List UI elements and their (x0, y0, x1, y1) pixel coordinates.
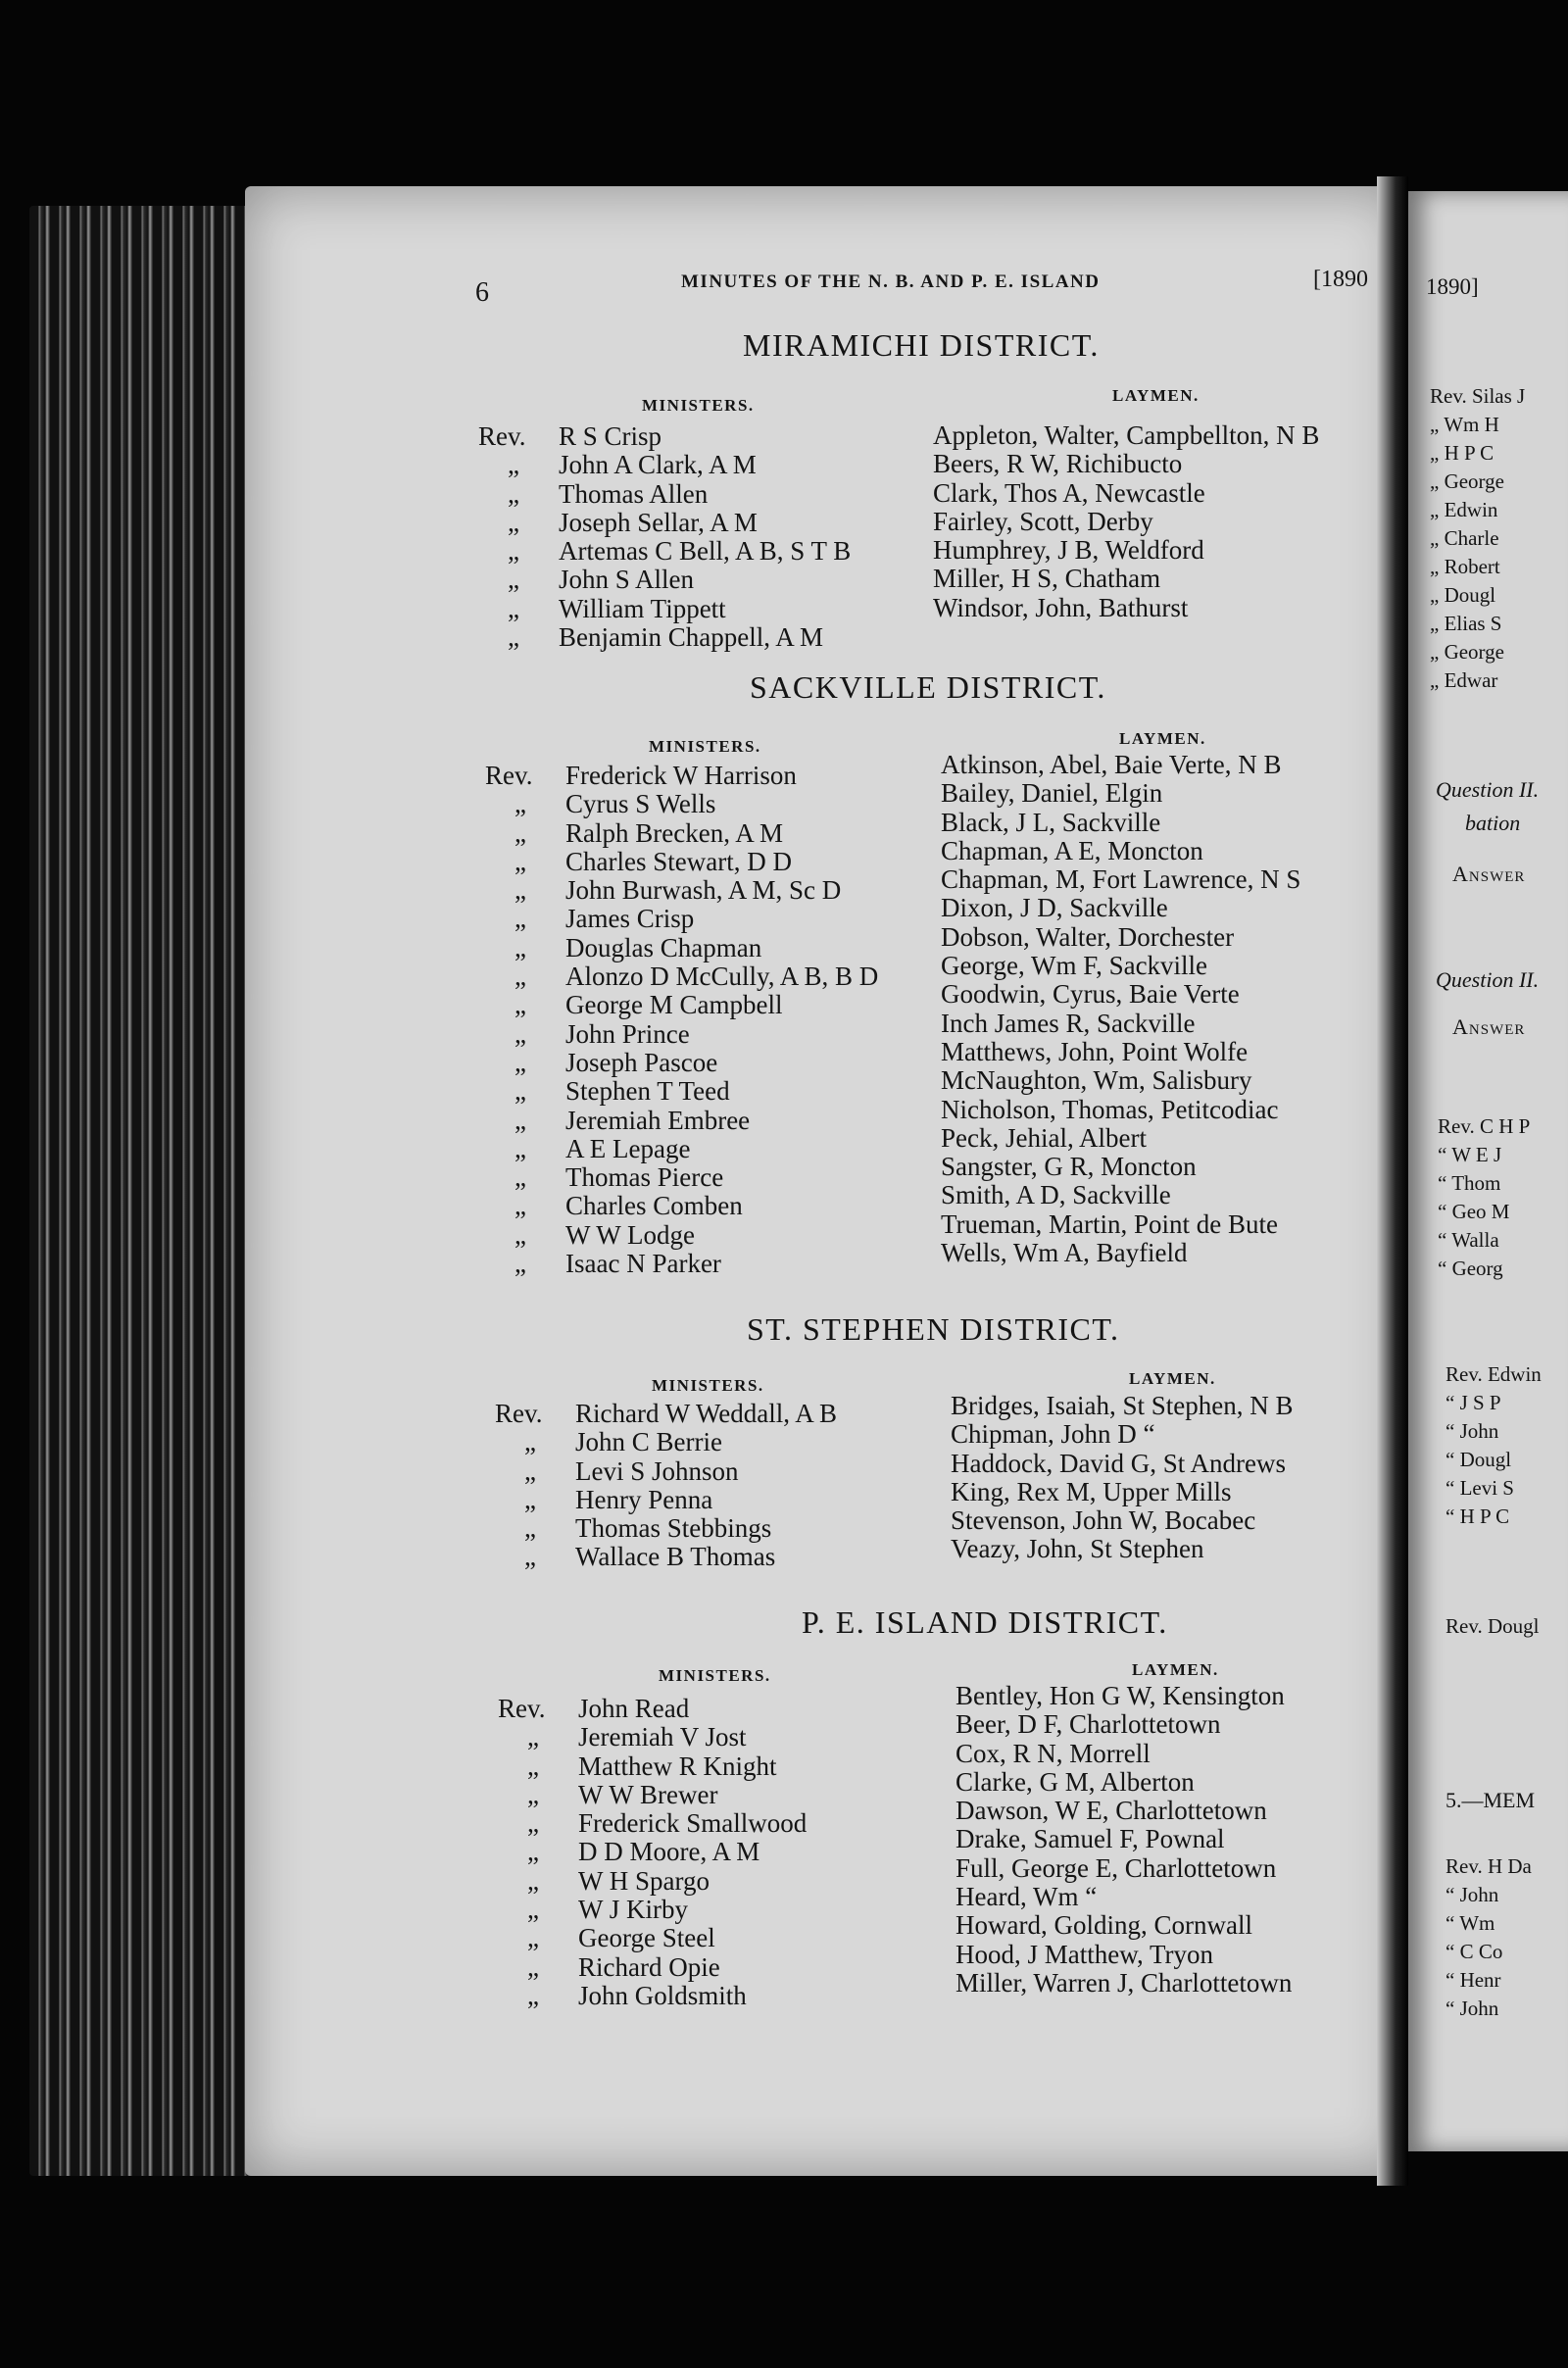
minister-name: Thomas Stebbings (575, 1513, 772, 1544)
ditto-mark: „ (508, 565, 519, 595)
layman-name: George, Wm F, Sackville (941, 951, 1208, 981)
ditto-mark: „ (514, 1133, 526, 1163)
minister-entry (485, 991, 878, 1019)
layman-entry (956, 1941, 1292, 1969)
layman-name: Howard, Golding, Cornwall (956, 1910, 1252, 1941)
facing-page-line: “ Levi S (1446, 1476, 1514, 1500)
ditto-mark: „ (514, 789, 526, 819)
ditto-mark: „ (514, 817, 526, 848)
minister-entry (498, 1982, 807, 2010)
layman-entry (951, 1478, 1293, 1506)
minister-name: Joseph Pascoe (565, 1047, 718, 1077)
facing-page-line: „ Wm H (1430, 413, 1499, 436)
layman-name: Nicholson, Thomas, Petitcodiac (941, 1094, 1279, 1124)
ditto-mark: „ (514, 1018, 526, 1049)
layman-name: Goodwin, Cyrus, Baie Verte (941, 979, 1240, 1010)
minister-name: R S Crisp (559, 421, 662, 451)
minister-name: John A Clark, A M (559, 450, 757, 480)
layman-entry (941, 837, 1300, 865)
laymen-heading: LAYMEN. (1119, 729, 1206, 748)
facing-page-line: Rev. H Da (1446, 1854, 1532, 1878)
layman-name: Inch James R, Sackville (941, 1008, 1196, 1038)
ditto-mark: „ (527, 1951, 539, 1982)
minister-name: Charles Stewart, D D (565, 846, 792, 876)
ditto-mark: „ (514, 1047, 526, 1077)
layman-entry (933, 594, 1319, 622)
minister-name: Stephen T Teed (565, 1076, 730, 1107)
layman-entry (941, 1239, 1300, 1267)
minister-name: Thomas Pierce (565, 1162, 724, 1193)
ditto-mark: „ (527, 1808, 539, 1839)
layman-name: Humphrey, J B, Weldford (933, 535, 1204, 566)
layman-entry (941, 751, 1300, 779)
layman-entry (956, 1825, 1292, 1853)
minister-name: Cyrus S Wells (565, 789, 716, 819)
ditto-mark: „ (527, 1837, 539, 1867)
ditto-mark: „ (514, 1162, 526, 1193)
minister-entry (478, 451, 851, 479)
facing-page-line: “ J S P (1446, 1391, 1501, 1414)
layman-name: Dobson, Walter, Dorchester (941, 921, 1235, 952)
minister-name: John S Allen (559, 565, 695, 595)
facing-page-question-cont: bation (1465, 811, 1521, 835)
minister-name: Richard W Weddall, A B (575, 1399, 838, 1428)
minister-entry (485, 762, 878, 790)
layman-name: Miller, Warren J, Charlottetown (956, 1967, 1293, 1998)
laymen-list-pe-island (956, 1682, 1292, 1998)
ditto-mark: „ (527, 1865, 539, 1896)
minister-name: Frederick Smallwood (578, 1808, 808, 1839)
layman-name: Trueman, Martin, Point de Bute (941, 1209, 1278, 1239)
layman-name: Clarke, G M, Alberton (956, 1766, 1195, 1797)
facing-page-line: „ Charle (1430, 526, 1499, 550)
minister-name: John Read (578, 1694, 690, 1723)
layman-name: Miller, H S, Chatham (933, 564, 1161, 594)
minister-entry (478, 422, 851, 451)
minister-name: Joseph Sellar, A M (559, 507, 758, 537)
minister-entry (498, 1924, 807, 1952)
minister-name: John Goldsmith (578, 1980, 747, 2010)
layman-entry (941, 1181, 1300, 1209)
ditto-mark: „ (514, 1249, 526, 1279)
minister-entry (485, 1049, 878, 1077)
facing-page-line: „ George (1430, 640, 1504, 664)
layman-name: Smith, A D, Sackville (941, 1180, 1171, 1210)
facing-page-line: “ Geo M (1438, 1200, 1510, 1223)
ditto-mark: „ (524, 1427, 536, 1457)
minister-name: George M Campbell (565, 990, 783, 1020)
minister-entry (478, 566, 851, 594)
district-title-pe-island: P. E. ISLAND DISTRICT. (802, 1604, 1168, 1640)
minister-name: Richard Opie (578, 1951, 720, 1982)
facing-page-line: “ H P C (1446, 1505, 1510, 1528)
layman-entry (933, 479, 1319, 508)
layman-entry (956, 1710, 1292, 1739)
layman-entry (956, 1911, 1292, 1940)
minister-name: Ralph Brecken, A M (565, 817, 783, 848)
layman-name: Heard, Wm “ (956, 1882, 1098, 1912)
ministers-heading: MINISTERS. (649, 737, 761, 756)
facing-page-line: „ H P C (1430, 441, 1494, 465)
facing-page-line: “ John (1446, 1419, 1499, 1443)
facing-page-section-heading: 5.—MEM (1446, 1788, 1536, 1812)
facing-page-line: „ Edwar (1430, 668, 1498, 692)
laymen-list-st-stephen (951, 1392, 1293, 1564)
layman-entry (941, 952, 1300, 980)
layman-entry (941, 1124, 1300, 1153)
layman-name: Dixon, J D, Sackville (941, 893, 1168, 923)
ditto-mark: „ (527, 1895, 539, 1925)
ditto-mark: „ (524, 1513, 536, 1544)
layman-name: Hood, J Matthew, Tryon (956, 1939, 1214, 1969)
facing-page-line: „ Elias S (1430, 612, 1502, 635)
minister-entry (495, 1486, 837, 1514)
layman-name: Dawson, W E, Charlottetown (956, 1796, 1267, 1826)
minister-entry (495, 1428, 837, 1456)
layman-entry (951, 1506, 1293, 1535)
layman-name: Beer, D F, Charlottetown (956, 1709, 1221, 1740)
laymen-heading: LAYMEN. (1112, 386, 1200, 405)
layman-entry (956, 1854, 1292, 1883)
page-number: 6 (475, 277, 489, 308)
ministers-list-pe-island (498, 1695, 807, 2010)
facing-page-line: „ Robert (1430, 555, 1500, 578)
layman-entry (933, 450, 1319, 478)
layman-entry (956, 1969, 1292, 1998)
ministers-heading: MINISTERS. (659, 1666, 771, 1685)
facing-page-line: „ Edwin (1430, 498, 1498, 521)
layman-name: Clark, Thos A, Newcastle (933, 477, 1205, 508)
minister-entry (485, 819, 878, 848)
facing-page-line: Rev. Dougl (1446, 1614, 1540, 1638)
layman-name: Bentley, Hon G W, Kensington (956, 1681, 1285, 1710)
minister-name: Jeremiah Embree (565, 1105, 751, 1135)
facing-page-line: “ Henr (1446, 1968, 1501, 1992)
ministers-heading: MINISTERS. (642, 396, 755, 415)
layman-entry (956, 1682, 1292, 1710)
layman-entry (951, 1450, 1293, 1478)
minister-entry (495, 1457, 837, 1486)
minister-entry (478, 595, 851, 623)
ditto-mark: „ (514, 1105, 526, 1135)
ditto-mark: „ (527, 1980, 539, 2010)
minister-name: Douglas Chapman (565, 932, 762, 962)
minister-name: Charles Comben (565, 1191, 743, 1221)
year-mark: [1890 (1313, 267, 1368, 292)
facing-page-line: Rev. C H P (1438, 1114, 1531, 1138)
layman-name: Stevenson, John W, Bocabec (951, 1505, 1256, 1536)
minister-entry (498, 1867, 807, 1896)
rev-mark: Rev. (498, 1694, 546, 1723)
layman-name: Sangster, G R, Moncton (941, 1152, 1197, 1182)
layman-entry (941, 1066, 1300, 1095)
rev-mark: Rev. (485, 761, 533, 790)
layman-entry (941, 1096, 1300, 1124)
ditto-mark: „ (524, 1455, 536, 1486)
minister-name: Benjamin Chappell, A M (559, 622, 823, 653)
facing-page-list (1446, 1852, 1532, 2023)
layman-name: Wells, Wm A, Bayfield (941, 1238, 1188, 1268)
ditto-mark: „ (508, 507, 519, 537)
layman-name: Atkinson, Abel, Baie Verte, N B (941, 750, 1282, 779)
minister-name: Isaac N Parker (565, 1249, 721, 1279)
minister-name: Henry Penna (575, 1484, 713, 1514)
layman-name: Chapman, M, Fort Lawrence, N S (941, 864, 1301, 895)
minister-entry (485, 1250, 878, 1278)
minister-name: Matthew R Knight (578, 1751, 777, 1781)
minister-entry (478, 537, 851, 566)
ditto-mark: „ (514, 904, 526, 934)
minister-entry (495, 1543, 837, 1571)
layman-name: Windsor, John, Bathurst (933, 592, 1189, 622)
minister-name: W W Lodge (565, 1219, 695, 1250)
layman-name: Beers, R W, Richibucto (933, 449, 1183, 479)
ministers-list-st-stephen (495, 1400, 837, 1572)
ditto-mark: „ (514, 962, 526, 992)
minister-name: James Crisp (565, 904, 695, 934)
layman-entry (956, 1740, 1292, 1768)
layman-entry (933, 536, 1319, 565)
facing-page-line: “ C Co (1446, 1940, 1503, 1963)
ditto-mark: „ (514, 846, 526, 876)
layman-entry (941, 809, 1300, 837)
minister-entry (478, 623, 851, 652)
minister-name: Artemas C Bell, A B, S T B (559, 536, 852, 567)
minister-entry (485, 1135, 878, 1163)
minister-entry (478, 480, 851, 509)
ditto-mark: „ (514, 932, 526, 962)
minister-name: Levi S Johnson (575, 1455, 739, 1486)
minister-name: D D Moore, A M (578, 1837, 760, 1867)
minister-entry (485, 1221, 878, 1250)
rev-mark: Rev. (495, 1399, 543, 1428)
minister-name: W J Kirby (578, 1895, 688, 1925)
layman-entry (941, 1038, 1300, 1066)
ditto-mark: „ (524, 1542, 536, 1572)
minister-entry (498, 1896, 807, 1924)
ditto-mark: „ (508, 536, 519, 567)
layman-entry (956, 1797, 1292, 1825)
layman-entry (941, 894, 1300, 922)
facing-page-line: „ George (1430, 469, 1504, 493)
minister-entry (485, 1163, 878, 1192)
minister-entry (485, 1192, 878, 1220)
layman-name: Fairley, Scott, Derby (933, 506, 1153, 536)
ministers-list-sackville (485, 762, 878, 1278)
minister-entry (485, 1020, 878, 1049)
facing-page-line: “ Walla (1438, 1228, 1499, 1252)
minister-name: W H Spargo (578, 1865, 710, 1896)
layman-entry (951, 1392, 1293, 1420)
minister-name: John C Berrie (575, 1427, 722, 1457)
facing-page-list (1438, 1112, 1530, 1283)
facing-page-line: “ Georg (1438, 1257, 1503, 1280)
layman-name: Black, J L, Sackville (941, 807, 1161, 837)
ditto-mark: „ (508, 622, 519, 653)
laymen-heading: LAYMEN. (1129, 1369, 1216, 1388)
layman-entry (941, 1210, 1300, 1239)
minister-entry (485, 1107, 878, 1135)
facing-page-answer: Answer (1452, 862, 1526, 886)
laymen-heading: LAYMEN. (1132, 1660, 1219, 1679)
layman-name: Drake, Samuel F, Pownal (956, 1824, 1225, 1854)
layman-entry (941, 1153, 1300, 1181)
ditto-mark: „ (514, 875, 526, 906)
district-title-sackville: SACKVILLE DISTRICT. (750, 669, 1106, 705)
facing-page-line: Rev. Silas J (1430, 384, 1526, 408)
ministers-heading: MINISTERS. (652, 1376, 764, 1395)
facing-page-answer: Answer (1452, 1014, 1526, 1039)
minister-entry (495, 1514, 837, 1543)
layman-entry (951, 1535, 1293, 1563)
ditto-mark: „ (514, 1219, 526, 1250)
minister-name: John Prince (565, 1018, 690, 1049)
layman-entry (941, 1010, 1300, 1038)
minister-entry (498, 1695, 807, 1723)
minister-name: Alonzo D McCully, A B, B D (565, 962, 879, 992)
ditto-mark: „ (508, 593, 519, 623)
layman-entry (956, 1768, 1292, 1797)
layman-name: Veazy, John, St Stephen (951, 1534, 1204, 1564)
minister-name: W W Brewer (578, 1779, 718, 1809)
book-gutter (1377, 176, 1408, 2186)
minister-entry (498, 1809, 807, 1838)
facing-page-line: „ Dougl (1430, 583, 1496, 607)
facing-page-list-top (1430, 382, 1525, 695)
district-title-st-stephen: ST. STEPHEN DISTRICT. (747, 1311, 1120, 1347)
rev-mark: Rev. (478, 421, 526, 451)
minister-name: George Steel (578, 1923, 715, 1953)
layman-name: Haddock, David G, St Andrews (951, 1448, 1286, 1478)
facing-page-line: “ John (1446, 1883, 1499, 1906)
minister-name: Jeremiah V Jost (578, 1722, 747, 1752)
laymen-list-sackville (941, 751, 1300, 1267)
layman-entry (941, 779, 1300, 808)
layman-name: King, Rex M, Upper Mills (951, 1476, 1232, 1506)
layman-entry (933, 421, 1319, 450)
layman-entry (951, 1420, 1293, 1449)
layman-name: Chipman, John D “ (951, 1419, 1155, 1450)
minister-entry (498, 1953, 807, 1982)
minister-entry (478, 509, 851, 537)
layman-entry (941, 865, 1300, 894)
minister-name: William Tippett (559, 593, 726, 623)
ministers-list-miramichi (478, 422, 851, 652)
minister-name: John Burwash, A M, Sc D (565, 875, 842, 906)
minister-entry (485, 790, 878, 818)
layman-entry (933, 508, 1319, 536)
ditto-mark: „ (514, 1076, 526, 1107)
layman-entry (956, 1883, 1292, 1911)
district-title-miramichi: MIRAMICHI DISTRICT. (743, 327, 1100, 363)
layman-entry (933, 565, 1319, 593)
layman-entry (941, 980, 1300, 1009)
ditto-mark: „ (527, 1751, 539, 1781)
facing-page-list (1446, 1360, 1542, 1531)
ditto-mark: „ (527, 1722, 539, 1752)
minister-entry (495, 1400, 837, 1428)
minister-entry (498, 1723, 807, 1751)
layman-name: Cox, R N, Morrell (956, 1738, 1151, 1768)
minister-entry (485, 934, 878, 962)
layman-name: Bailey, Daniel, Elgin (941, 778, 1163, 809)
minister-entry (485, 905, 878, 933)
ditto-mark: „ (514, 990, 526, 1020)
minister-name: Frederick W Harrison (565, 761, 797, 790)
facing-page-line: “ Thom (1438, 1171, 1501, 1195)
minister-entry (485, 1077, 878, 1106)
layman-name: Full, George E, Charlottetown (956, 1852, 1277, 1883)
layman-name: Chapman, A E, Moncton (941, 835, 1203, 865)
minister-entry (498, 1752, 807, 1781)
facing-page-question: Question II. (1436, 777, 1540, 802)
book-page-edges (29, 206, 255, 2176)
layman-name: Appleton, Walter, Campbellton, N B (933, 420, 1320, 450)
minister-name: Thomas Allen (559, 478, 709, 509)
ditto-mark: „ (527, 1923, 539, 1953)
minister-entry (485, 962, 878, 991)
layman-name: Peck, Jehial, Albert (941, 1122, 1147, 1153)
minister-name: Wallace B Thomas (575, 1542, 776, 1572)
ditto-mark: „ (508, 450, 519, 480)
ditto-mark: „ (524, 1484, 536, 1514)
facing-page (1408, 191, 1568, 2151)
facing-page-line: “ Wm (1446, 1911, 1495, 1935)
layman-name: Matthews, John, Point Wolfe (941, 1036, 1249, 1066)
minister-entry (498, 1838, 807, 1866)
minister-name: A E Lepage (565, 1133, 691, 1163)
facing-page-line: “ W E J (1438, 1143, 1502, 1166)
facing-page-question: Question II. (1436, 967, 1540, 992)
ditto-mark: „ (508, 478, 519, 509)
facing-page-line: Rev. Edwin (1446, 1362, 1542, 1386)
facing-page-line: “ John (1446, 1997, 1499, 2020)
facing-page-year: 1890] (1426, 274, 1479, 299)
minister-entry (485, 876, 878, 905)
layman-name: McNaughton, Wm, Salisbury (941, 1065, 1252, 1096)
laymen-list-miramichi (933, 421, 1319, 622)
facing-page-line: “ Dougl (1446, 1448, 1512, 1471)
layman-entry (941, 923, 1300, 952)
minister-entry (498, 1781, 807, 1809)
minister-entry (485, 848, 878, 876)
layman-name: Bridges, Isaiah, St Stephen, N B (951, 1391, 1294, 1420)
running-head: MINUTES OF THE N. B. AND P. E. ISLAND (681, 271, 1101, 292)
ditto-mark: „ (514, 1191, 526, 1221)
ditto-mark: „ (527, 1779, 539, 1809)
